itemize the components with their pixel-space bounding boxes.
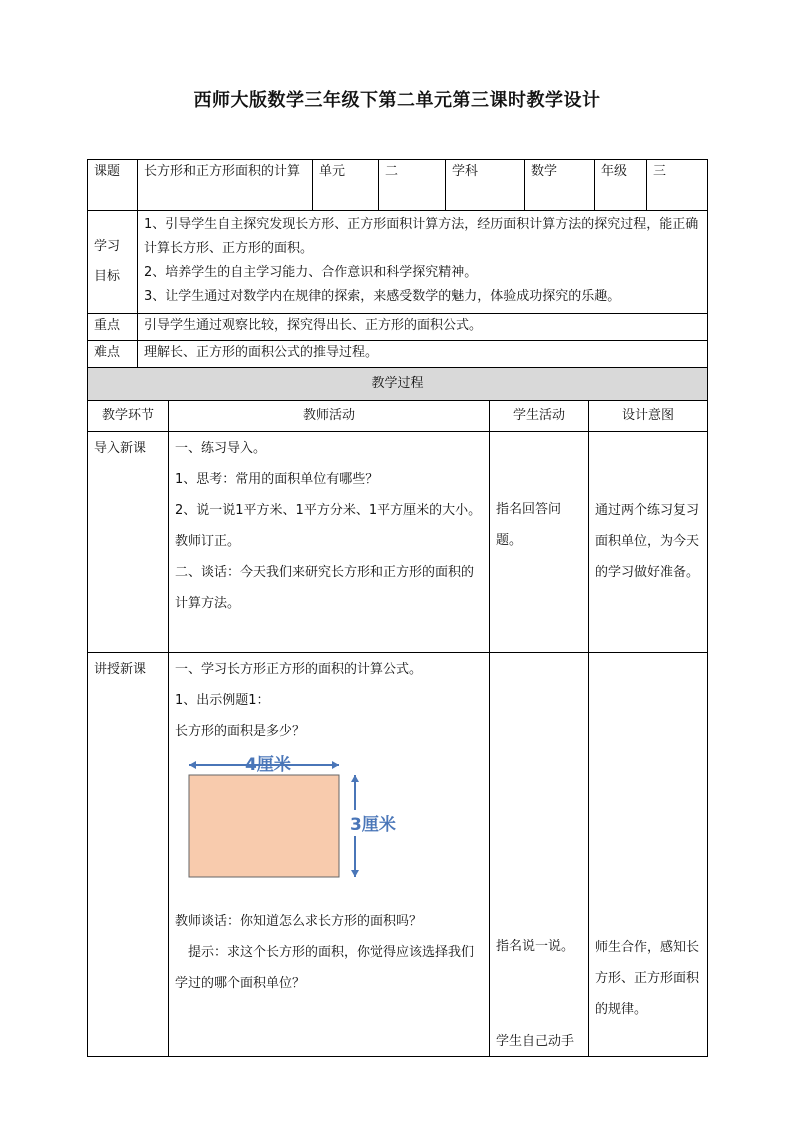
goal-item: 3、让学生通过对数学内在规律的探索，来感受数学的魅力，体验成功探究的乐趣。 [144,289,621,304]
teacher-line: 长方形的面积是多少？ [175,724,306,739]
stage-teach: 讲授新课 [88,653,169,1057]
goal-item: 2、培养学生的自主学习能力、合作意识和科学探究精神。 [144,265,478,280]
teacher-line: 1、出示例题1： [175,693,270,708]
difficulty-label: 难点 [88,341,138,368]
teacher-line: 1、思考：常用的面积单位有哪些？ [175,472,379,487]
topic-value: 长方形和正方形面积的计算 [138,160,313,211]
process-heading: 教学过程 [88,368,708,401]
key-value: 引导学生通过观察比较，探究得出长、正方形的面积公式。 [138,314,708,341]
goal-item: 1、引导学生自主探究发现长方形、正方形面积计算方法，经历面积计算方法的探究过程，能正确计算长方形、正方形的面积。 [144,217,699,256]
teacher-line: 二、谈话：今天我们来研究长方形和正方形的面积的计算方法。 [175,565,475,611]
page-title: 西师大版数学三年级下第二单元第三课时教学设计 [193,90,601,111]
grade-label: 年级 [595,160,647,211]
difficulty-value: 理解长、正方形的面积公式的推导过程。 [138,341,708,368]
teacher-line: 教师订正。 [175,534,241,549]
subject-value: 数学 [525,160,595,211]
student-activity-teach: 指名说一说。 [496,939,575,954]
teacher-line: 一、学习长方形正方形的面积的计算公式。 [175,662,423,677]
topic-label: 课题 [88,160,138,211]
teacher-line: 一、练习导入。 [175,441,267,456]
column-header: 教师活动 [169,401,490,432]
column-header: 学生活动 [490,401,589,432]
lesson-info-table [87,159,708,368]
intent-teach: 师生合作，感知长方形、正方形面积的规律。 [589,653,708,1057]
teaching-process-table [87,367,708,1057]
unit-value: 二 [379,160,446,211]
intent-intro: 通过两个练习复习面积单位，为今天的学习做好准备。 [589,432,708,653]
goals-label: 学习目标 [88,211,138,314]
student-activity-teach: 学生自己动手 [496,1034,575,1049]
column-header: 设计意图 [589,401,708,432]
height-label: 3厘米 [350,815,396,835]
grade-value: 三 [647,160,708,211]
key-label: 重点 [88,314,138,341]
subject-label: 学科 [446,160,525,211]
width-label: 4厘米 [245,755,291,775]
teacher-line: 提示：求这个长方形的面积，你觉得应该选择我们学过的哪个面积单位？ [175,945,475,991]
stage-intro: 导入新课 [88,432,169,653]
column-header: 教学环节 [88,401,169,432]
student-activity-intro: 指名回答问题。 [490,432,589,653]
teacher-line: 2、说一说1平方米、1平方分米、1平方厘米的大小。 [175,503,482,518]
teacher-line: 教师谈话：你知道怎么求长方形的面积吗？ [175,914,423,929]
unit-label: 单元 [313,160,379,211]
rectangle-figure [179,753,409,889]
